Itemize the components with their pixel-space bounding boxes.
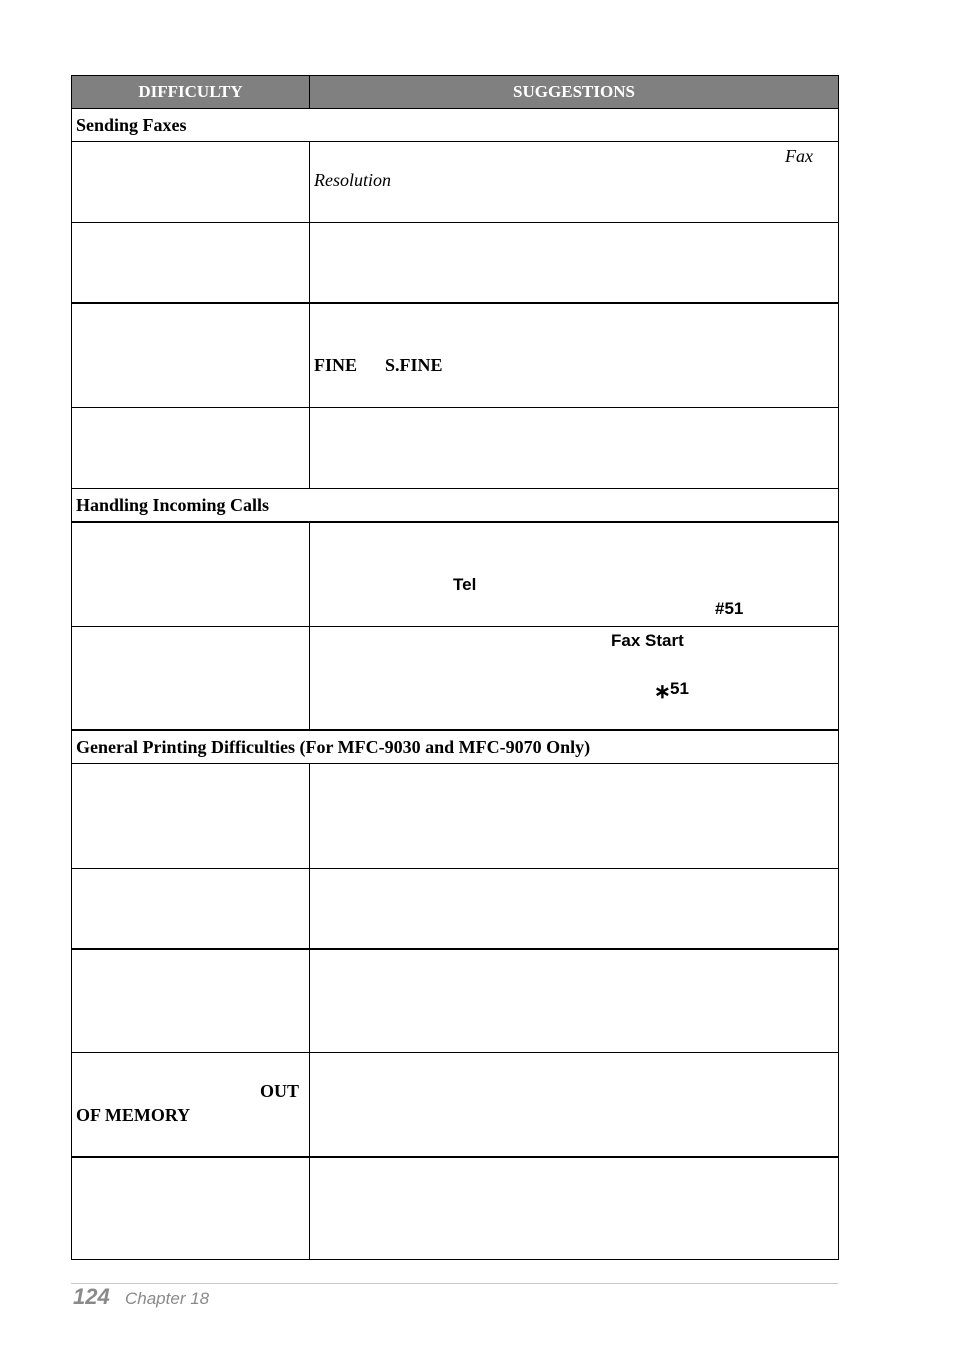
table-row xyxy=(72,223,839,303)
suggestion-cell xyxy=(310,408,839,489)
sfine-text: S.FINE xyxy=(385,354,443,375)
table-row xyxy=(72,1157,839,1260)
suggestion-cell xyxy=(310,223,839,303)
section-row xyxy=(72,730,839,764)
suggestion-cell xyxy=(310,869,839,949)
suggestions-header: SUGGESTIONS xyxy=(310,76,839,109)
suggestion-cell xyxy=(310,1157,839,1260)
suggestion-cell xyxy=(310,626,839,730)
difficulty-cell xyxy=(72,626,310,730)
difficulty-header: DIFFICULTY xyxy=(72,76,310,109)
table-row xyxy=(72,764,839,869)
section-printing: General Printing Difficulties (For MFC-9030 and MFC-9070 Only) xyxy=(76,736,591,757)
section-row xyxy=(72,489,839,523)
suggestion-cell xyxy=(310,303,839,408)
table-row xyxy=(72,522,839,626)
difficulty-cell xyxy=(72,223,310,303)
of-memory-text: OF MEMORY xyxy=(76,1105,191,1125)
table-row xyxy=(72,408,839,489)
footer-divider xyxy=(71,1283,838,1284)
fax-start-key: Fax Start xyxy=(611,630,684,650)
table-row xyxy=(72,869,839,949)
suggestion-cell xyxy=(310,522,839,626)
difficulty-cell xyxy=(72,1157,310,1260)
out-text: OUT xyxy=(260,1081,300,1101)
code-51: 51 xyxy=(670,678,689,698)
difficulty-cell xyxy=(72,303,310,408)
resolution-text: Resolution xyxy=(314,170,391,190)
section-row xyxy=(72,109,839,142)
star-symbol: ∗ xyxy=(654,680,671,703)
page-number: 124 xyxy=(73,1284,110,1309)
chapter-label: Chapter 18 xyxy=(125,1289,210,1308)
suggestion-cell xyxy=(310,764,839,869)
tel-key: Tel xyxy=(453,575,477,594)
difficulty-cell xyxy=(72,1053,310,1157)
difficulty-cell xyxy=(72,764,310,869)
difficulty-cell xyxy=(72,142,310,223)
section-incoming-calls: Handling Incoming Calls xyxy=(76,494,270,515)
table-row xyxy=(72,626,839,730)
header-row xyxy=(72,76,839,109)
table-row xyxy=(72,303,839,408)
suggestion-cell xyxy=(310,142,839,223)
difficulty-cell xyxy=(72,522,310,626)
fax-text: Fax xyxy=(785,146,813,166)
difficulty-cell xyxy=(72,949,310,1053)
suggestion-cell xyxy=(310,1053,839,1157)
table-row xyxy=(72,949,839,1053)
table-row xyxy=(72,142,839,223)
difficulty-cell xyxy=(72,408,310,489)
section-sending-faxes: Sending Faxes xyxy=(76,114,187,135)
code-hash51: #51 xyxy=(715,599,744,618)
troubleshooting-table xyxy=(71,75,839,1260)
difficulty-cell xyxy=(72,869,310,949)
suggestion-cell xyxy=(310,949,839,1053)
fine-text: FINE xyxy=(314,354,358,375)
table-row xyxy=(72,1053,839,1157)
